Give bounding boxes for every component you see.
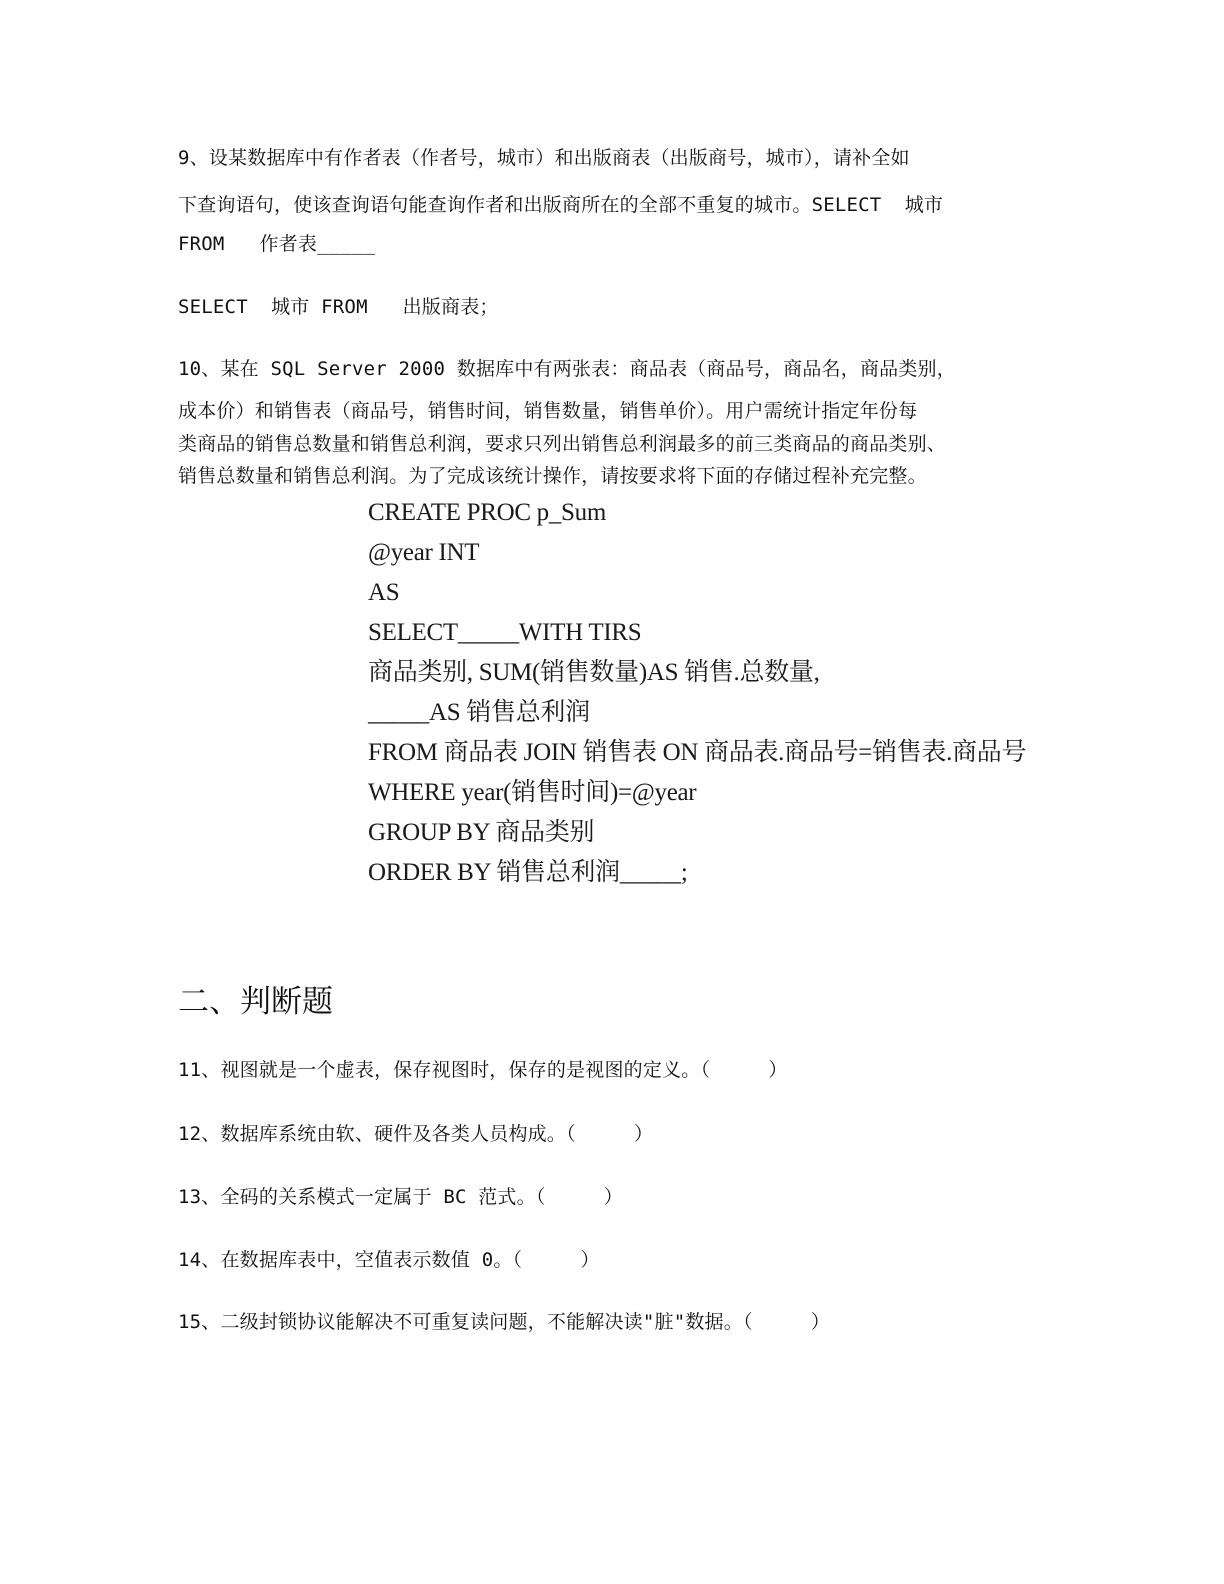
question-14: 14、在数据库表中，空值表示数值 0。（ ） — [178, 1249, 600, 1271]
section-heading: 二、判断题 — [178, 984, 333, 1020]
question-9-line-2: 下查询语句，使该查询语句能查询作者和出版商所在的全部不重复的城市。SELECT 城市 — [178, 194, 944, 216]
question-10-line-3: 类商品的销售总数量和销售总利润，要求只列出销售总利润最多的前三类商品的商品类别、 — [178, 433, 947, 455]
question-10-line-4: 销售总数量和销售总利润。为了完成该统计操作，请按要求将下面的存储过程补充完整。 — [178, 465, 927, 487]
code-line: WHERE year(销售时间)=@year — [368, 779, 697, 806]
question-10-line-2: 成本价）和销售表（商品号，销售时间，销售数量，销售单价）。用户需统计指定年份每 — [178, 400, 918, 422]
code-line: ORDER BY 销售总利润_____; — [368, 859, 688, 886]
question-13: 13、全码的关系模式一定属于 BC 范式。（ ） — [178, 1186, 623, 1208]
question-9-line-1: 9、设某数据库中有作者表（作者号，城市）和出版商表（出版商号，城市），请补全如 — [178, 147, 910, 169]
question-9-line-4: SELECT 城市 FROM 出版商表； — [178, 296, 499, 318]
code-line: FROM 商品表 JOIN 销售表 ON 商品表.商品号=销售表.商品号 — [368, 739, 1027, 766]
code-line: GROUP BY 商品类别 — [368, 819, 595, 846]
question-12: 12、数据库系统由软、硬件及各类人员构成。（ ） — [178, 1123, 654, 1145]
code-line: 商品类别, SUM(销售数量)AS 销售.总数量, — [368, 659, 820, 686]
question-11: 11、视图就是一个虚表，保存视图时，保存的是视图的定义。（ ） — [178, 1059, 788, 1081]
code-line: AS — [368, 579, 400, 606]
code-line: _____AS 销售总利润 — [368, 699, 590, 726]
code-line: SELECT_____WITH TIRS — [368, 619, 642, 646]
code-line: @year INT — [368, 539, 480, 566]
code-line: CREATE PROC p_Sum — [368, 499, 607, 526]
question-15: 15、二级封锁协议能解决不可重复读问题，不能解决读"脏"数据。（ ） — [178, 1311, 831, 1333]
question-9-line-3: FROM 作者表_____ — [178, 233, 376, 255]
question-10-line-1: 10、某在 SQL Server 2000 数据库中有两张表：商品表（商品号，商品名，商品类别， — [178, 358, 956, 380]
